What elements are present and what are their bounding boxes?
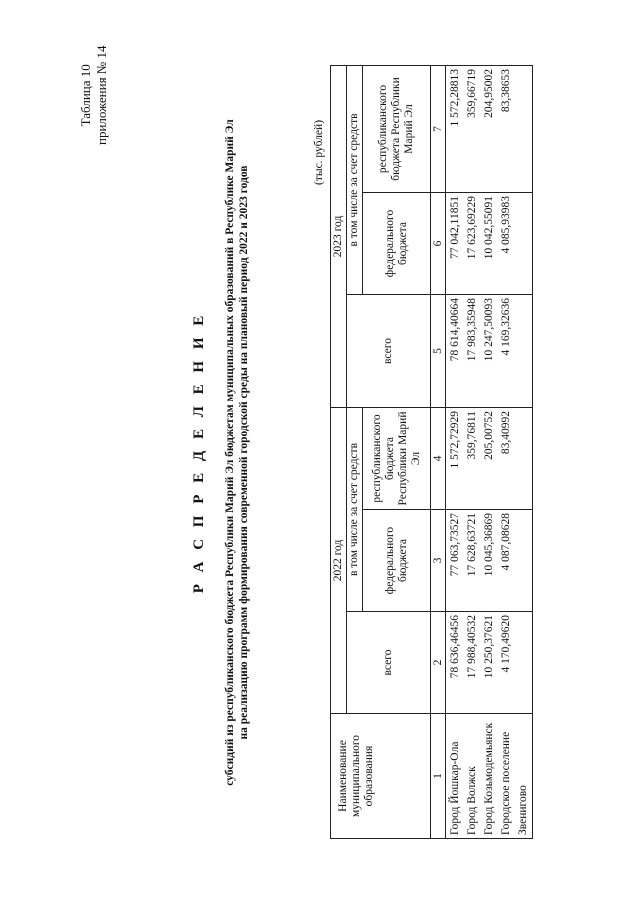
value-2022-republic: 1 572,72929 [446,407,465,509]
value-2023-total: 17 983,35948 [464,294,481,407]
value-2022-total: 78 636,46456 [446,612,465,714]
municipality-name: Звенигово [515,714,533,839]
header-2023-federal: федерального бюджета [363,192,431,294]
value-2023-total: 4 169,32636 [498,294,515,407]
header-row-years [331,65,347,838]
header-year-2022: 2022 год [331,407,347,713]
value-2023-republic: 83,38653 [498,65,515,192]
value-2023-federal: 4 085,93983 [498,192,515,294]
value-2022-federal: 10 045,36869 [481,510,498,612]
value-2023-republic: 1 572,28813 [446,65,465,192]
header-2022-including: в том числе за счет средств [347,407,363,611]
value-2022-republic [515,407,533,509]
header-municipality: Наименование муниципального образования [331,714,431,839]
value-2022-total: 17 988,40532 [464,612,481,714]
column-numbers-row [431,65,446,838]
column-number: 7 [431,65,446,192]
column-number: 6 [431,192,446,294]
column-number: 4 [431,407,446,509]
value-2022-republic: 205,00752 [481,407,498,509]
value-2022-federal: 77 063,73527 [446,510,465,612]
value-2023-total [515,294,533,407]
document-title: Р А С П Р Е Д Е Л Е Н И Е [191,311,207,594]
header-2022-republic: республиканского бюджета Республики Марий Эл [363,407,431,509]
header-year-2023: 2023 год [331,65,347,407]
header-2023-total: всего [347,294,431,407]
header-2023-including: в том числе за счет средств [347,65,363,294]
table-row [446,65,465,838]
municipality-name: Город Волжск [464,714,481,839]
table-row [515,65,533,838]
value-2023-total: 78 614,40664 [446,294,465,407]
header-2022-total: всего [347,612,431,714]
column-number: 3 [431,510,446,612]
table-row [498,65,515,838]
units-note: (тыс. рублей) [313,119,325,185]
municipality-name: Городское поселение [498,714,515,839]
header-2023-republic: республиканского бюджета Республики Марий Эл [363,65,431,192]
value-2022-republic: 83,40992 [498,407,515,509]
value-2023-federal: 17 623,69229 [464,192,481,294]
value-2022-federal: 4 087,08628 [498,510,515,612]
value-2022-total: 4 170,49620 [498,612,515,714]
municipality-name: Город Йошкар-Ола [446,714,465,839]
column-number: 5 [431,294,446,407]
subsidy-distribution-table [330,65,533,839]
table-row [464,65,481,838]
municipality-name: Город Козьмодемьянск [481,714,498,839]
header-2022-federal: федерального бюджета [363,510,431,612]
subtitle-line-2: на реализацию программ формирования современной городской среды на плановый период 2022 и 2023 годов [238,165,250,740]
value-2022-republic: 359,76811 [464,407,481,509]
value-2022-total: 10 250,37621 [481,612,498,714]
table-row [481,65,498,838]
value-2023-republic [515,65,533,192]
document-subtitle [223,0,251,905]
value-2022-federal [515,510,533,612]
value-2023-federal: 77 042,11851 [446,192,465,294]
caption-line-2: приложения № 14 [94,45,109,145]
table-caption [78,46,110,145]
column-number: 2 [431,612,446,714]
value-2022-total [515,612,533,714]
subtitle-line-1: субсидий из республиканского бюджета Республики Марий Эл бюджетам муниципальных образований в Республике Марий Эл [224,119,236,786]
value-2023-republic: 204,95002 [481,65,498,192]
value-2023-federal: 10 042,55091 [481,192,498,294]
value-2023-republic: 359,66719 [464,65,481,192]
value-2023-total: 10 247,50093 [481,294,498,407]
value-2022-federal: 17 628,63721 [464,510,481,612]
value-2023-federal [515,192,533,294]
caption-line-1: Таблица 10 [78,64,93,127]
column-number: 1 [431,714,446,839]
